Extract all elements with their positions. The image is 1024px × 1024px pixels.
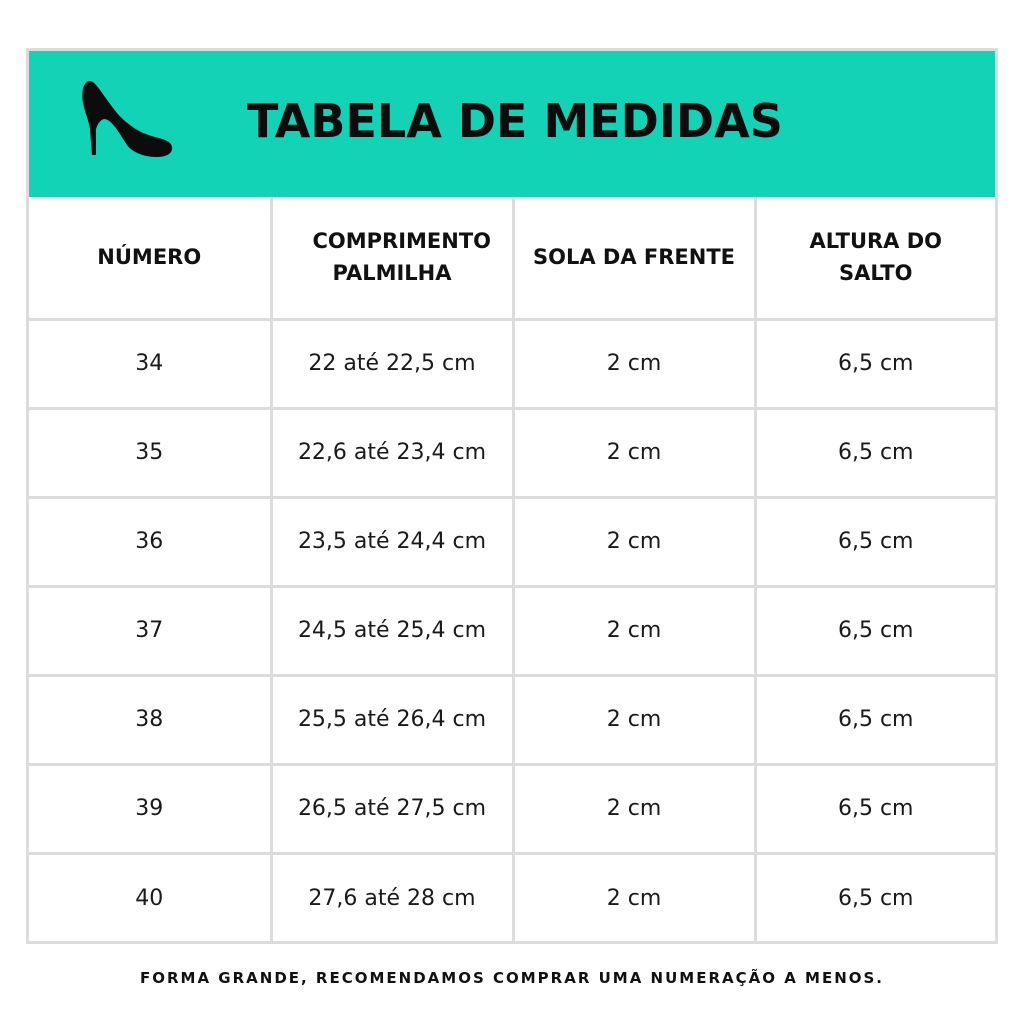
table-row <box>29 675 995 764</box>
table-row <box>29 764 995 853</box>
table-row <box>29 497 995 586</box>
cell-comprimento: 25,5 até 26,4 cm <box>271 675 513 764</box>
cell-salto: 6,5 cm <box>755 497 995 586</box>
table-row <box>29 319 995 408</box>
page-title: TABELA DE MEDIDAS <box>247 94 783 148</box>
title-banner <box>29 51 995 197</box>
cell-comprimento: 22,6 até 23,4 cm <box>271 408 513 497</box>
cell-numero: 36 <box>29 497 271 586</box>
cell-numero: 34 <box>29 319 271 408</box>
cell-sola: 2 cm <box>513 586 755 675</box>
high-heel-shoe-icon <box>79 77 175 161</box>
cell-sola: 2 cm <box>513 675 755 764</box>
cell-numero: 35 <box>29 408 271 497</box>
cell-salto: 6,5 cm <box>755 319 995 408</box>
table-row <box>29 408 995 497</box>
cell-sola: 2 cm <box>513 853 755 942</box>
cell-comprimento: 26,5 até 27,5 cm <box>271 764 513 853</box>
cell-numero: 38 <box>29 675 271 764</box>
cell-comprimento: 27,6 até 28 cm <box>271 853 513 942</box>
header-row <box>29 197 995 319</box>
table-row <box>29 853 995 942</box>
cell-salto: 6,5 cm <box>755 675 995 764</box>
cell-comprimento: 22 até 22,5 cm <box>271 319 513 408</box>
cell-sola: 2 cm <box>513 408 755 497</box>
cell-comprimento: 24,5 até 25,4 cm <box>271 586 513 675</box>
cell-sola: 2 cm <box>513 319 755 408</box>
cell-salto: 6,5 cm <box>755 853 995 942</box>
table-row <box>29 586 995 675</box>
header-sola-da-frente: SOLA DA FRENTE <box>513 197 755 319</box>
cell-sola: 2 cm <box>513 497 755 586</box>
cell-sola: 2 cm <box>513 764 755 853</box>
cell-salto: 6,5 cm <box>755 408 995 497</box>
cell-salto: 6,5 cm <box>755 764 995 853</box>
cell-numero: 37 <box>29 586 271 675</box>
footer-note: FORMA GRANDE, RECOMENDAMOS COMPRAR UMA NUMERAÇÃO A MENOS. <box>139 969 884 987</box>
cell-comprimento: 23,5 até 24,4 cm <box>271 497 513 586</box>
header-comprimento-palmilha: COMPRIMENTO PALMILHA <box>271 197 513 319</box>
size-table <box>29 197 995 942</box>
header-altura-do-salto: ALTURA DO SALTO <box>755 197 995 319</box>
cell-numero: 40 <box>29 853 271 942</box>
cell-salto: 6,5 cm <box>755 586 995 675</box>
header-numero: NÚMERO <box>29 197 271 319</box>
cell-numero: 39 <box>29 764 271 853</box>
size-chart <box>26 48 998 944</box>
